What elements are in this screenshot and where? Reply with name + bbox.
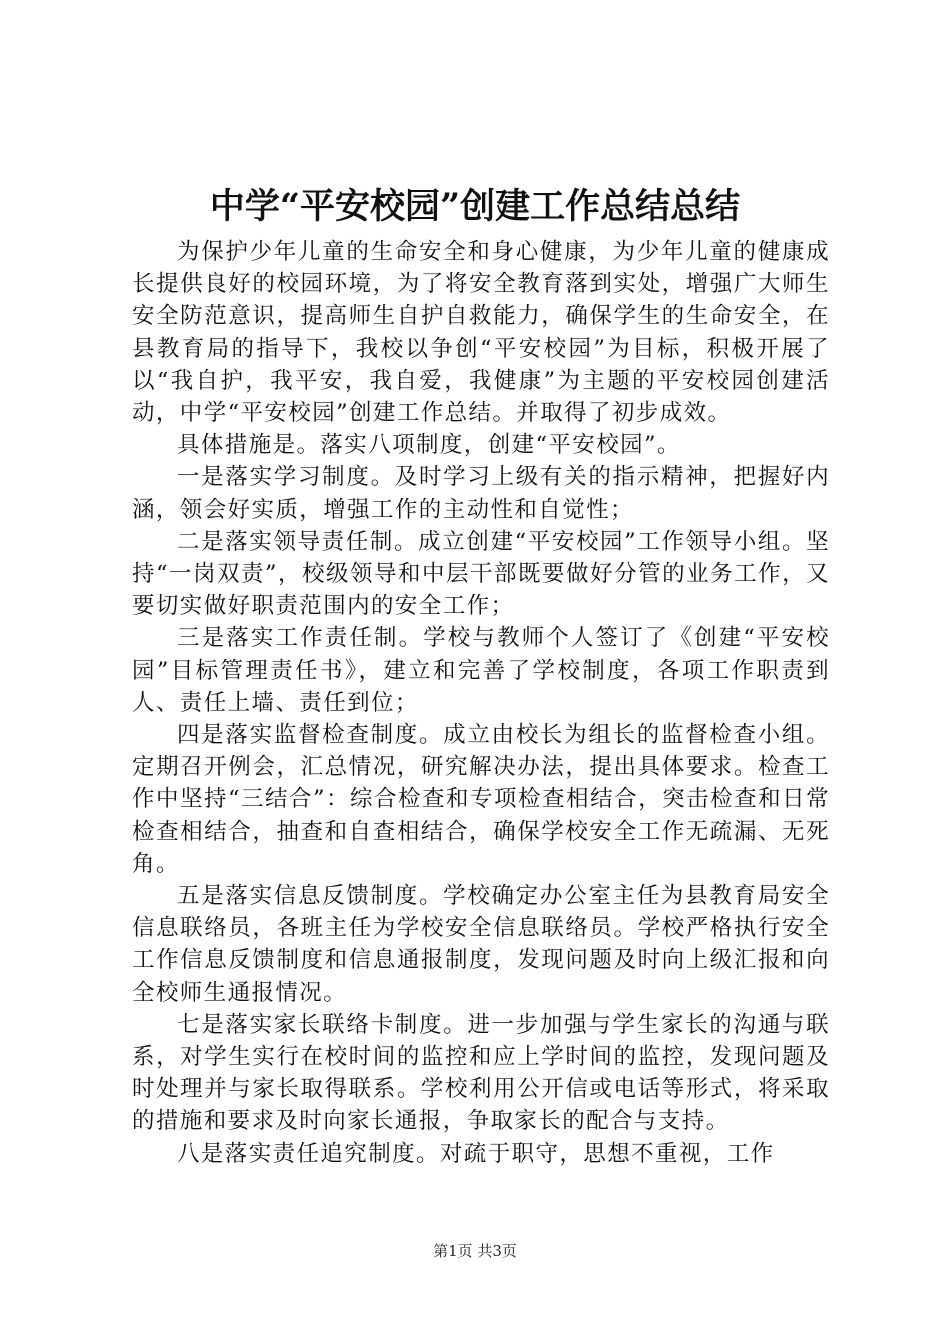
paragraph-item-8: 八是落实责任追究制度。对疏于职守，思想不重视，工作 [177,1140,775,1167]
document-body [132,236,830,1170]
paragraph-item-4: 四是落实监督检查制度。成立由校长为组长的监督检查小组。定期召开例会，汇总情况，研究解决办法，提出具体要求。检查工作中坚持“三结合”：综合检查和专项检查相结合，突击检查和日常检查相结合，抽查和自查相结合，确保学校安全工作无疏漏、无死角。 [132,722,830,877]
paragraph-item-3: 三是落实工作责任制。学校与教师个人签订了《创建“平安校园”目标管理责任书》，建立和完善了学校制度，各项工作职责到人、责任上墙、责任到位； [132,625,830,716]
paragraph-measures: 具体措施是。落实八项制度，创建“平安校园”。 [177,432,681,459]
paragraph-item-5: 五是落实信息反馈制度。学校确定办公室主任为县教育局安全信息联络员，各班主任为学校安全信息联络员。学校严格执行安全工作信息反馈制度和信息通报制度，发现问题及时向上级汇报和向全校师生通报情况。 [132,883,830,1006]
paragraph-item-1: 一是落实学习制度。及时学习上级有关的指示精神，把握好内涵，领会好实质，增强工作的主动性和自觉性； [132,464,830,523]
paragraph-item-7: 七是落实家长联络卡制度。进一步加强与学生家长的沟通与联系，对学生实行在校时间的监控和应上学时间的监控，发现问题及时处理并与家长取得联系。学校利用公开信或电话等形式，将采取的措施和要求及时向家长通报，争取家长的配合与支持。 [132,1011,830,1135]
paragraph-item-2: 二是落实领导责任制。成立创建“平安校园”工作领导小组。坚持“一岗双责”，校级领导和中层干部既要做好分管的业务工作，又要切实做好职责范围内的安全工作； [132,528,830,620]
page-footer: 第1页 共3页 [433,1242,517,1260]
document-title: 中学“平安校园”创建工作总结总结 [209,186,741,227]
paragraph-intro: 为保护少年儿童的生命安全和身心健康，为少年儿童的健康成长提供良好的校园环境，为了将安全教育落到实处，增强广大师生安全防范意识，提高师生自护自救能力，确保学生的生命安全，在县教育局的指导下，我校以争创“平安校园”为目标，积极开展了以“我自护，我平安，我自爱，我健康”为主题的平安校园创建活动，中学“平安校园”创建工作总结。并取得了初步成效。 [132,239,830,427]
